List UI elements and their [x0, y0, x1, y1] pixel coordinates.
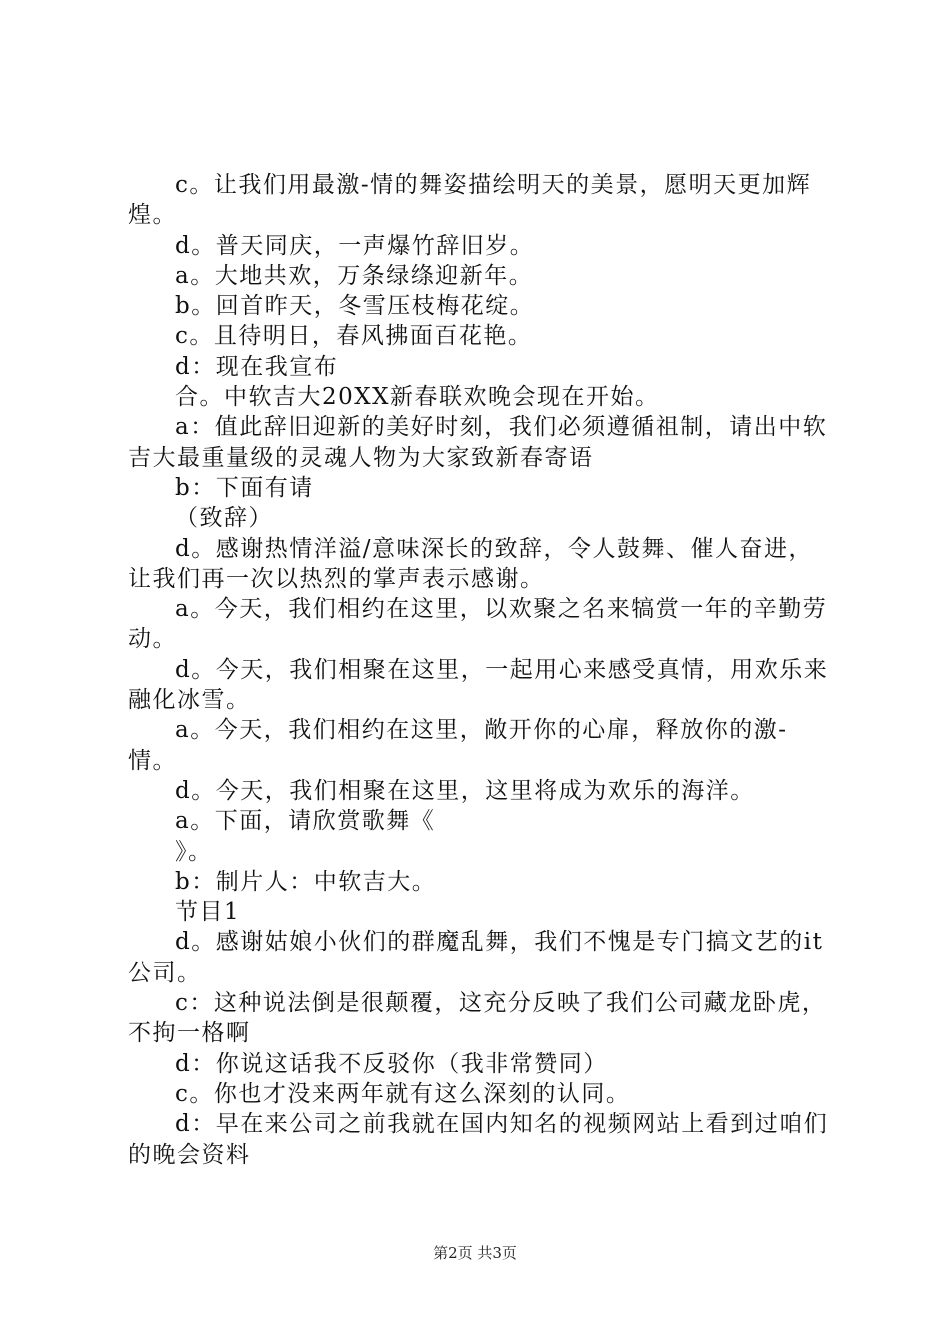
paragraph: d：现在我宣布 — [175, 353, 339, 380]
paragraph: a。大地共欢，万条绿绦迎新年。 — [175, 262, 534, 289]
paragraph: d：你说这话我不反驳你（我非常赞同） — [175, 1050, 608, 1077]
paragraph: 》。 — [175, 838, 213, 865]
paragraph: 合。中软吉大20XX新春联欢晚会现在开始。 — [175, 384, 660, 411]
paragraph: a。下面，请欣赏歌舞《 — [175, 808, 436, 835]
paragraph: d。感谢姑娘小伙们的群魔乱舞，我们不愧是专门搞文艺的it公司。 — [128, 929, 824, 986]
paragraph: c。让我们用最激-情的舞姿描绘明天的美景，愿明天更加辉煌。 — [128, 172, 812, 229]
page-number-footer: 第2页 共3页 — [433, 1244, 517, 1262]
paragraph: b。回首昨天，冬雪压枝梅花绽。 — [175, 293, 535, 320]
document-body — [128, 170, 833, 1170]
paragraph: 节目1 — [175, 899, 241, 926]
paragraph: c：这种说法倒是很颠覆，这充分反映了我们公司藏龙卧虎，不拘一格啊 — [128, 990, 827, 1047]
paragraph: d。今天，我们相聚在这里，这里将成为欢乐的海洋。 — [175, 777, 755, 804]
paragraph: c。且待明日，春风拂面百花艳。 — [175, 323, 533, 350]
paragraph: b：下面有请 — [175, 474, 314, 501]
paragraph: d。今天，我们相聚在这里，一起用心来感受真情，用欢乐来融化冰雪。 — [128, 656, 829, 714]
paragraph: a。今天，我们相约在这里，以欢聚之名来犒赏一年的辛勤劳动。 — [128, 596, 828, 653]
paragraph: b：制片人：中软吉大。 — [175, 868, 437, 895]
paragraph: a：值此辞旧迎新的美好时刻，我们必须遵循祖制，请出中软吉大最重量级的灵魂人物为大家致新春寄语 — [128, 414, 828, 471]
paragraph: d：早在来公司之前我就在国内知名的视频网站上看到过咱们的晚会资料 — [128, 1111, 829, 1168]
paragraph: （致辞） — [175, 505, 273, 532]
paragraph: d。感谢热情洋溢/意味深长的致辞，令人鼓舞、催人奋进，让我们再一次以热烈的掌声表示感谢。 — [128, 535, 813, 592]
paragraph: a。今天，我们相约在这里，敞开你的心扉，释放你的激-情。 — [128, 717, 788, 774]
paragraph: d。普天同庆，一声爆竹辞旧岁。 — [175, 232, 535, 259]
paragraph: c。你也才没来两年就有这么深刻的认同。 — [175, 1080, 631, 1107]
